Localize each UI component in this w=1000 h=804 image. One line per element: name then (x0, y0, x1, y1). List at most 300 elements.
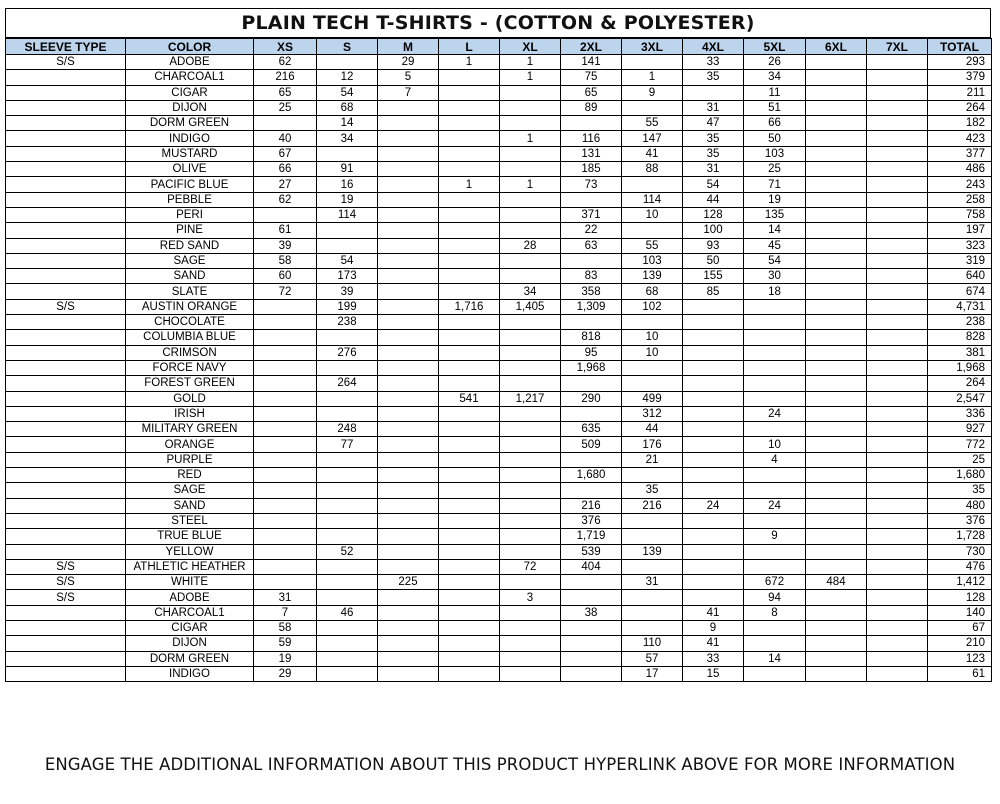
4xl-cell: 54 (683, 177, 744, 192)
6xl-cell (806, 85, 867, 100)
6xl-cell (806, 498, 867, 513)
color-cell: DIJON (126, 100, 254, 115)
7xl-cell (867, 70, 928, 85)
col-header-6xl: 6XL (806, 39, 867, 55)
col-header-7xl: 7XL (867, 39, 928, 55)
color-cell: AUSTIN ORANGE (126, 299, 254, 314)
table-row (6, 651, 992, 666)
4xl-cell: 24 (683, 498, 744, 513)
2xl-cell: 539 (561, 544, 622, 559)
inventory-table (5, 38, 992, 682)
xl-cell (500, 162, 561, 177)
2xl-cell (561, 651, 622, 666)
6xl-cell (806, 437, 867, 452)
3xl-cell: 102 (622, 299, 683, 314)
6xl-cell (806, 391, 867, 406)
s-cell (317, 575, 378, 590)
2xl-cell: 290 (561, 391, 622, 406)
total-cell: 197 (928, 223, 992, 238)
total-cell: 674 (928, 284, 992, 299)
6xl-cell (806, 360, 867, 375)
6xl-cell (806, 483, 867, 498)
4xl-cell (683, 345, 744, 360)
total-cell: 377 (928, 146, 992, 161)
5xl-cell: 9 (744, 529, 806, 544)
color-cell: YELLOW (126, 544, 254, 559)
m-cell (378, 177, 439, 192)
table-row (6, 345, 992, 360)
xs-cell: 7 (254, 605, 317, 620)
7xl-cell (867, 636, 928, 651)
color-cell: WHITE (126, 575, 254, 590)
total-cell: 480 (928, 498, 992, 513)
3xl-cell: 44 (622, 422, 683, 437)
6xl-cell (806, 131, 867, 146)
3xl-cell: 499 (622, 391, 683, 406)
3xl-cell: 68 (622, 284, 683, 299)
color-cell: RED (126, 468, 254, 483)
m-cell: 29 (378, 55, 439, 70)
4xl-cell (683, 483, 744, 498)
l-cell (439, 513, 500, 528)
l-cell (439, 269, 500, 284)
7xl-cell (867, 605, 928, 620)
m-cell (378, 315, 439, 330)
m-cell (378, 100, 439, 115)
xl-cell (500, 146, 561, 161)
m-cell (378, 605, 439, 620)
color-cell: GOLD (126, 391, 254, 406)
7xl-cell (867, 529, 928, 544)
col-header-2xl: 2XL (561, 39, 622, 55)
l-cell (439, 590, 500, 605)
xl-cell (500, 85, 561, 100)
sleeve-type-cell (6, 437, 126, 452)
2xl-cell: 116 (561, 131, 622, 146)
m-cell (378, 223, 439, 238)
color-cell: SAND (126, 498, 254, 513)
m-cell (378, 299, 439, 314)
4xl-cell (683, 391, 744, 406)
xs-cell (254, 498, 317, 513)
xs-cell: 58 (254, 620, 317, 635)
s-cell (317, 666, 378, 681)
sleeve-type-cell (6, 85, 126, 100)
total-cell: 379 (928, 70, 992, 85)
3xl-cell: 114 (622, 192, 683, 207)
sleeve-type-cell (6, 605, 126, 620)
xs-cell: 62 (254, 192, 317, 207)
sleeve-type-cell (6, 468, 126, 483)
table-row (6, 376, 992, 391)
5xl-cell: 26 (744, 55, 806, 70)
7xl-cell (867, 131, 928, 146)
s-cell: 68 (317, 100, 378, 115)
total-cell: 640 (928, 269, 992, 284)
xs-cell (254, 468, 317, 483)
7xl-cell (867, 253, 928, 268)
table-row (6, 437, 992, 452)
color-cell: CIGAR (126, 620, 254, 635)
l-cell (439, 330, 500, 345)
5xl-cell (744, 559, 806, 574)
2xl-cell: 1,680 (561, 468, 622, 483)
sleeve-type-cell (6, 116, 126, 131)
xl-cell (500, 330, 561, 345)
2xl-cell: 38 (561, 605, 622, 620)
l-cell (439, 116, 500, 131)
sleeve-type-cell (6, 284, 126, 299)
sleeve-type-cell (6, 330, 126, 345)
2xl-cell: 371 (561, 207, 622, 222)
4xl-cell: 15 (683, 666, 744, 681)
s-cell (317, 620, 378, 635)
l-cell (439, 529, 500, 544)
xl-cell (500, 666, 561, 681)
table-row (6, 468, 992, 483)
l-cell (439, 70, 500, 85)
4xl-cell (683, 422, 744, 437)
s-cell: 54 (317, 85, 378, 100)
s-cell: 34 (317, 131, 378, 146)
6xl-cell (806, 100, 867, 115)
total-cell: 1,412 (928, 575, 992, 590)
2xl-cell (561, 452, 622, 467)
color-cell: MUSTARD (126, 146, 254, 161)
total-cell: 293 (928, 55, 992, 70)
sleeve-type-cell (6, 498, 126, 513)
l-cell (439, 284, 500, 299)
3xl-cell: 41 (622, 146, 683, 161)
table-row (6, 299, 992, 314)
xl-cell (500, 636, 561, 651)
7xl-cell (867, 345, 928, 360)
7xl-cell (867, 116, 928, 131)
3xl-cell: 10 (622, 330, 683, 345)
xs-cell (254, 207, 317, 222)
m-cell (378, 483, 439, 498)
3xl-cell: 10 (622, 207, 683, 222)
col-header-3xl: 3XL (622, 39, 683, 55)
xl-cell (500, 468, 561, 483)
m-cell: 225 (378, 575, 439, 590)
xl-cell: 34 (500, 284, 561, 299)
l-cell (439, 620, 500, 635)
sleeve-type-cell: S/S (6, 55, 126, 70)
table-row (6, 177, 992, 192)
5xl-cell (744, 376, 806, 391)
sleeve-type-cell: S/S (6, 299, 126, 314)
xl-cell (500, 116, 561, 131)
4xl-cell (683, 406, 744, 421)
xs-cell: 39 (254, 238, 317, 253)
4xl-cell: 50 (683, 253, 744, 268)
3xl-cell: 1 (622, 70, 683, 85)
total-cell: 67 (928, 620, 992, 635)
total-cell: 35 (928, 483, 992, 498)
4xl-cell (683, 299, 744, 314)
7xl-cell (867, 177, 928, 192)
color-cell: TRUE BLUE (126, 529, 254, 544)
total-cell: 2,547 (928, 391, 992, 406)
3xl-cell (622, 376, 683, 391)
table-row (6, 207, 992, 222)
5xl-cell (744, 544, 806, 559)
5xl-cell: 19 (744, 192, 806, 207)
sheet-title: PLAIN TECH T-SHIRTS - (COTTON & POLYESTER) (5, 8, 991, 38)
2xl-cell: 83 (561, 269, 622, 284)
5xl-cell: 66 (744, 116, 806, 131)
table-row (6, 360, 992, 375)
4xl-cell (683, 437, 744, 452)
4xl-cell: 35 (683, 70, 744, 85)
footer-note: ENGAGE THE ADDITIONAL INFORMATION ABOUT THIS PRODUCT HYPERLINK ABOVE FOR MORE INFORMATION (44, 755, 956, 774)
xs-cell (254, 452, 317, 467)
4xl-cell: 31 (683, 100, 744, 115)
2xl-cell (561, 483, 622, 498)
table-row (6, 116, 992, 131)
m-cell (378, 620, 439, 635)
total-cell: 4,731 (928, 299, 992, 314)
sleeve-type-cell (6, 100, 126, 115)
7xl-cell (867, 651, 928, 666)
table-row (6, 590, 992, 605)
color-cell: DORM GREEN (126, 651, 254, 666)
sleeve-type-cell (6, 636, 126, 651)
header-row (6, 39, 992, 55)
s-cell: 39 (317, 284, 378, 299)
l-cell (439, 422, 500, 437)
6xl-cell (806, 651, 867, 666)
7xl-cell (867, 284, 928, 299)
m-cell (378, 468, 439, 483)
m-cell (378, 376, 439, 391)
m-cell (378, 529, 439, 544)
4xl-cell (683, 330, 744, 345)
3xl-cell (622, 360, 683, 375)
7xl-cell (867, 666, 928, 681)
l-cell (439, 651, 500, 666)
2xl-cell: 185 (561, 162, 622, 177)
m-cell (378, 590, 439, 605)
sleeve-type-cell (6, 315, 126, 330)
s-cell: 114 (317, 207, 378, 222)
m-cell (378, 146, 439, 161)
6xl-cell (806, 223, 867, 238)
5xl-cell: 18 (744, 284, 806, 299)
xs-cell: 29 (254, 666, 317, 681)
l-cell: 1,716 (439, 299, 500, 314)
table-row (6, 269, 992, 284)
m-cell (378, 559, 439, 574)
xs-cell (254, 391, 317, 406)
5xl-cell: 672 (744, 575, 806, 590)
6xl-cell (806, 55, 867, 70)
7xl-cell (867, 406, 928, 421)
sleeve-type-cell (6, 376, 126, 391)
color-cell: ATHLETIC HEATHER (126, 559, 254, 574)
2xl-cell: 376 (561, 513, 622, 528)
table-row (6, 620, 992, 635)
sleeve-type-cell (6, 513, 126, 528)
sleeve-type-cell (6, 162, 126, 177)
6xl-cell (806, 146, 867, 161)
sleeve-type-cell (6, 192, 126, 207)
l-cell (439, 223, 500, 238)
3xl-cell: 110 (622, 636, 683, 651)
xs-cell (254, 345, 317, 360)
4xl-cell (683, 360, 744, 375)
3xl-cell (622, 620, 683, 635)
6xl-cell (806, 162, 867, 177)
7xl-cell (867, 437, 928, 452)
table-row (6, 605, 992, 620)
5xl-cell: 50 (744, 131, 806, 146)
5xl-cell: 4 (744, 452, 806, 467)
7xl-cell (867, 376, 928, 391)
total-cell: 730 (928, 544, 992, 559)
table-row (6, 422, 992, 437)
xl-cell: 1,405 (500, 299, 561, 314)
5xl-cell: 51 (744, 100, 806, 115)
spreadsheet (5, 8, 991, 682)
color-cell: PEBBLE (126, 192, 254, 207)
table-row (6, 666, 992, 681)
l-cell (439, 406, 500, 421)
2xl-cell (561, 636, 622, 651)
3xl-cell: 55 (622, 238, 683, 253)
l-cell (439, 498, 500, 513)
total-cell: 123 (928, 651, 992, 666)
total-cell: 758 (928, 207, 992, 222)
2xl-cell: 73 (561, 177, 622, 192)
5xl-cell: 54 (744, 253, 806, 268)
7xl-cell (867, 223, 928, 238)
color-cell: DIJON (126, 636, 254, 651)
s-cell (317, 559, 378, 574)
table-row (6, 636, 992, 651)
xs-cell: 66 (254, 162, 317, 177)
total-cell: 182 (928, 116, 992, 131)
6xl-cell (806, 253, 867, 268)
s-cell: 16 (317, 177, 378, 192)
s-cell (317, 55, 378, 70)
2xl-cell: 358 (561, 284, 622, 299)
3xl-cell: 10 (622, 345, 683, 360)
4xl-cell (683, 468, 744, 483)
table-row (6, 391, 992, 406)
xl-cell (500, 100, 561, 115)
xl-cell (500, 223, 561, 238)
5xl-cell (744, 330, 806, 345)
4xl-cell (683, 575, 744, 590)
6xl-cell (806, 330, 867, 345)
sleeve-type-cell (6, 391, 126, 406)
4xl-cell: 31 (683, 162, 744, 177)
color-cell: RED SAND (126, 238, 254, 253)
4xl-cell: 47 (683, 116, 744, 131)
sleeve-type-cell: S/S (6, 590, 126, 605)
xs-cell (254, 422, 317, 437)
color-cell: PURPLE (126, 452, 254, 467)
sleeve-type-cell (6, 269, 126, 284)
s-cell: 77 (317, 437, 378, 452)
xs-cell (254, 544, 317, 559)
4xl-cell (683, 529, 744, 544)
sleeve-type-cell (6, 406, 126, 421)
2xl-cell (561, 575, 622, 590)
sleeve-type-cell (6, 483, 126, 498)
l-cell (439, 162, 500, 177)
xs-cell: 27 (254, 177, 317, 192)
xl-cell (500, 345, 561, 360)
s-cell (317, 590, 378, 605)
xs-cell: 60 (254, 269, 317, 284)
s-cell (317, 636, 378, 651)
6xl-cell (806, 376, 867, 391)
table-row (6, 406, 992, 421)
table-row (6, 513, 992, 528)
table-body (6, 55, 992, 682)
2xl-cell (561, 666, 622, 681)
m-cell (378, 544, 439, 559)
total-cell: 828 (928, 330, 992, 345)
m-cell (378, 207, 439, 222)
m-cell (378, 269, 439, 284)
2xl-cell: 95 (561, 345, 622, 360)
total-cell: 323 (928, 238, 992, 253)
6xl-cell (806, 269, 867, 284)
color-cell: MILITARY GREEN (126, 422, 254, 437)
sleeve-type-cell (6, 529, 126, 544)
7xl-cell (867, 559, 928, 574)
3xl-cell: 31 (622, 575, 683, 590)
4xl-cell (683, 590, 744, 605)
xl-cell (500, 529, 561, 544)
color-cell: FORCE NAVY (126, 360, 254, 375)
s-cell: 248 (317, 422, 378, 437)
s-cell (317, 391, 378, 406)
m-cell (378, 192, 439, 207)
total-cell: 772 (928, 437, 992, 452)
sleeve-type-cell (6, 620, 126, 635)
color-cell: FOREST GREEN (126, 376, 254, 391)
total-cell: 210 (928, 636, 992, 651)
6xl-cell (806, 177, 867, 192)
7xl-cell (867, 162, 928, 177)
l-cell: 1 (439, 55, 500, 70)
xs-cell (254, 360, 317, 375)
5xl-cell: 25 (744, 162, 806, 177)
sleeve-type-cell (6, 666, 126, 681)
color-cell: SAGE (126, 253, 254, 268)
7xl-cell (867, 146, 928, 161)
l-cell (439, 131, 500, 146)
3xl-cell (622, 590, 683, 605)
3xl-cell: 216 (622, 498, 683, 513)
s-cell: 19 (317, 192, 378, 207)
6xl-cell (806, 238, 867, 253)
6xl-cell (806, 452, 867, 467)
color-cell: CIGAR (126, 85, 254, 100)
table-row (6, 452, 992, 467)
color-cell: SLATE (126, 284, 254, 299)
table-row (6, 100, 992, 115)
xs-cell: 40 (254, 131, 317, 146)
l-cell (439, 146, 500, 161)
xs-cell (254, 575, 317, 590)
3xl-cell (622, 100, 683, 115)
